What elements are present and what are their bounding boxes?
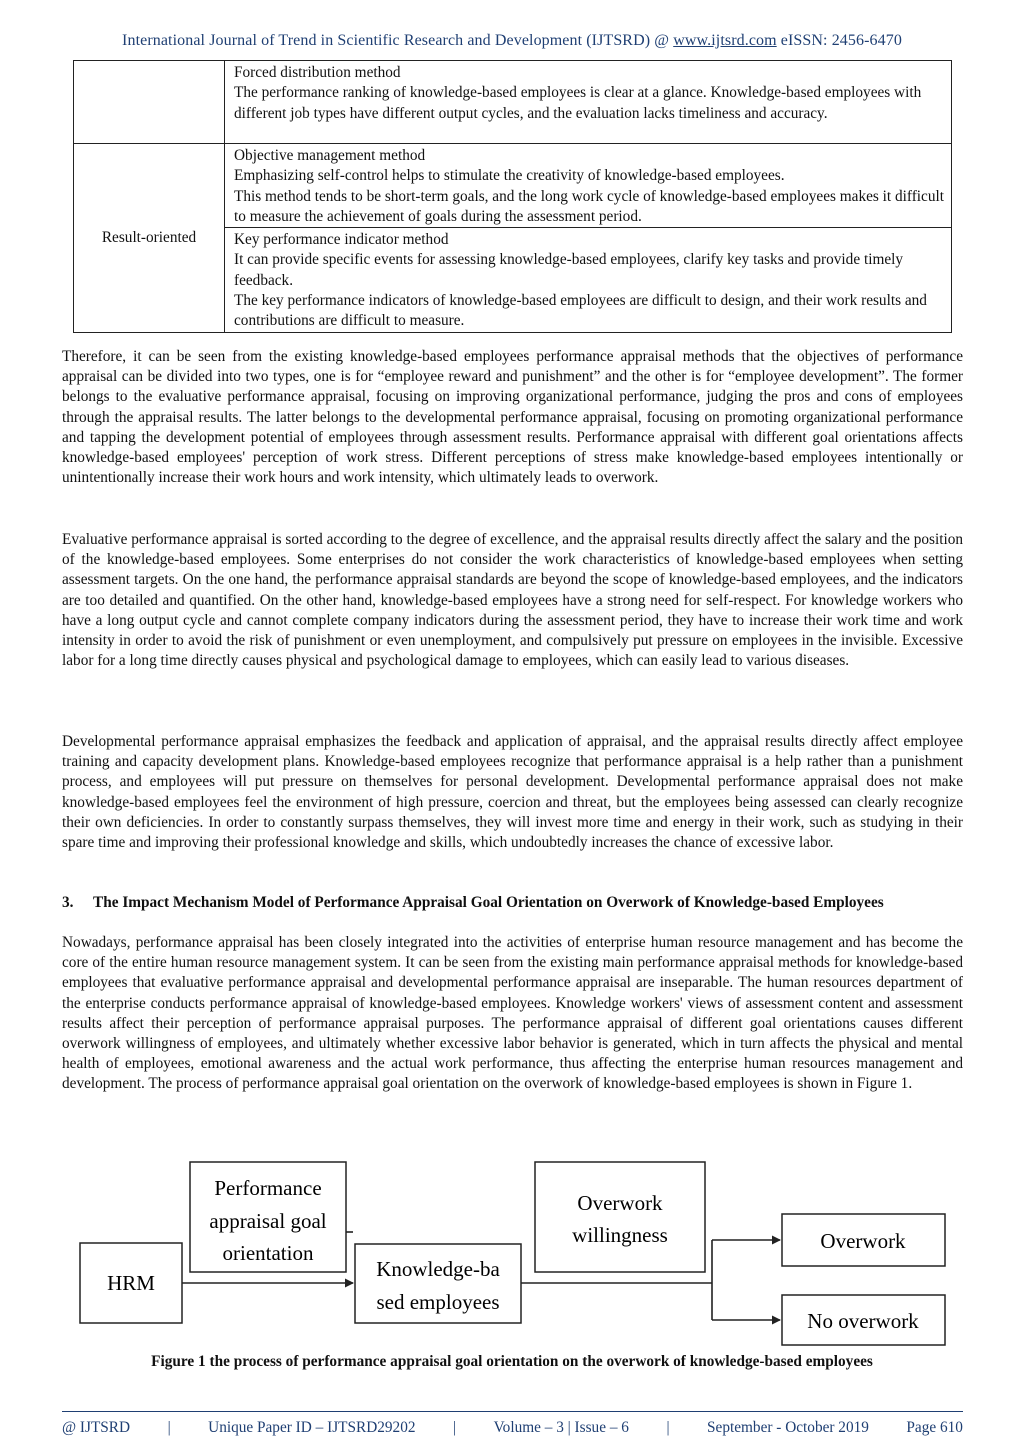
table-cell-forced-distribution [225,61,952,144]
pa-goal-line-2: appraisal goal [209,1209,327,1233]
journal-website-link[interactable]: www.ijtsrd.com [673,32,777,49]
pa-goal-line-3: orientation [222,1241,314,1265]
section-number: 3. [62,894,74,911]
footer-separator: | [167,1419,171,1436]
footer-paper-id: Unique Paper ID – IJTSRD29202 [208,1419,416,1436]
knowledge-based-employees-box [355,1244,521,1323]
footer-journal: @ IJTSRD [62,1419,131,1436]
no-overwork-box [782,1295,945,1345]
method-advantage: Emphasizing self-control helps to stimulate the creativity of knowledge-based employees. [234,167,785,185]
hrm-box [80,1243,182,1323]
body-paragraph-2: Evaluative performance appraisal is sorted according to the degree of excellence, and the appraisal results directly affect the salary and the position of the knowledge-based employees. Some enterprises do not consider the work characteristics of knowledge-based employees when setting assessment targets. On the one hand, the performance appraisal standards are beyond the scope of knowledge-based employees, and the indicators are too detailed and quantified. On the other hand, knowledge-based employees have a strong need for self-respect. For knowledge workers who have a long output cycle and cannot complete company indicators during the assessment period, they have to increase their work time and work intensity in order to avoid the risk of punishment or even unemployment, and compulsively put pressure on employees in the invisible. Excessive labor for a long time directly causes physical and psychological damage to employees, which can easily lead to various diseases. [62,531,964,670]
footer-date: September - October 2019 [707,1419,869,1436]
footer-page-number: Page 610 [906,1419,963,1436]
hrm-label: HRM [107,1271,155,1295]
page-footer [62,1419,963,1437]
body-paragraph-1: Therefore, it can be seen from the existing knowledge-based employees performance appraisal methods that the objectives of performance appraisal can be divided into two types, one is for “employee reward and punishment” and the other is for “employee development”. The former belongs to the evaluative performance appraisal, focusing on improving organizational performance, judging the pros and cons of employees through the appraisal results. The latter belongs to the developmental performance appraisal, focusing on promoting organizational performance and tapping the development potential of employees through assessment results. Performance appraisal with different goal orientations affects knowledge-based employees' perception of work stress. Different perceptions of stress make knowledge-based employees intentionally or unintentionally increase their work hours and work intensity, which ultimately leads to overwork. [62,348,963,487]
footer-rule [62,1411,963,1412]
figure-caption: Figure 1 the process of performance appraisal goal orientation on the overwork of knowledge-based employees [151,1353,873,1370]
method-disadvantage: This method tends to be short-term goals, and the long work cycle of knowledge-based employees makes it difficult to measure the achievement of goals during the assessment period. [234,187,944,225]
willingness-line-2: willingness [572,1223,668,1247]
method-name: Forced distribution method [234,64,401,81]
body-paragraph-3: Developmental performance appraisal emphasizes the feedback and application of appraisal, and the appraisal results directly affect employee training and capacity development plans. Knowledge-based employees recognize that performance appraisal is a help rather than a punishment process, and employees will put pressure on themselves for personal development. Developmental performance appraisal does not make knowledge-based employees feel the environment of high pressure, coercion and threat, but the employees being assessed can clearly recognize their own deficiencies. In order to constantly surpass themselves, they will invest more time and energy in their work, such as studying in their spare time and improving their professional knowledge and skills, which undoubtedly increases the chance of excessive labor. [62,733,963,852]
footer-volume-issue: Volume – 3 | Issue – 6 [493,1419,629,1436]
method-name: Objective management method [234,147,426,164]
section-title: The Impact Mechanism Model of Performance Appraisal Goal Orientation on Overwork of Knowledge-based Employees [93,894,884,911]
header-suffix: eISSN: 2456-6470 [776,32,902,49]
performance-appraisal-goal-box [190,1162,346,1272]
figure-1-diagram [0,1150,1024,1360]
table-cell-kpi [225,228,952,332]
footer-separator: | [666,1419,670,1436]
willingness-line-1: Overwork [577,1191,663,1215]
method-disadvantage: The key performance indicators of knowledge-based employees are difficult to design, and their work results and contributions are difficult to measure. [234,292,927,330]
running-header [0,32,1024,50]
header-prefix: International Journal of Trend in Scientific Research and Development (IJTSRD) @ [122,32,674,49]
section-heading [62,893,963,913]
overwork-label: Overwork [820,1229,906,1253]
table-row-forced-distribution [74,61,952,144]
method-name: Key performance indicator method [234,231,449,249]
table-row-objective-management [74,144,952,228]
table-cell-category-empty [74,61,225,144]
pa-goal-line-1: Performance [214,1176,322,1200]
method-description: The performance ranking of knowledge-based employees is clear at a glance. Knowledge-based employees with different job types have different output cycles, and the evaluation lacks timeliness and accuracy. [234,84,922,122]
kbe-line-1: Knowledge-ba [376,1257,500,1281]
overwork-willingness-box [535,1162,705,1272]
table-cell-category-result-oriented: Result-oriented [74,144,225,333]
method-advantage: It can provide specific events for assessing knowledge-based employees, clarify key tasks and provide timely feedback. [234,251,904,289]
no-overwork-label: No overwork [807,1309,919,1333]
table-cell-objective-management [225,144,952,228]
overwork-box [782,1214,945,1266]
kbe-line-2: sed employees [376,1290,500,1314]
footer-separator: | [453,1419,457,1436]
body-paragraph-4: Nowadays, performance appraisal has been closely integrated into the activities of enterprise human resource management and has become the core of the entire human resource management system. It can be seen from the existing main performance appraisal methods for knowledge-based employees that evaluative performance appraisal and developmental performance appraisal are inseparable. The human resources department of the enterprise conducts performance appraisal of knowledge-based employees. Knowledge workers' views of assessment content and assessment results affect their perception of performance appraisal purposes. The performance appraisal of different goal orientations causes different overwork willingness of employees, and ultimately whether excessive labor behavior is generated, which in turn affects the physical and mental health of employees, emotional awareness and the actual work performance, thus affecting the enterprise human resources management and development. The process of performance appraisal goal orientation on the overwork of knowledge-based employees is shown in Figure 1. [62,934,963,1093]
appraisal-methods-table [73,60,952,333]
